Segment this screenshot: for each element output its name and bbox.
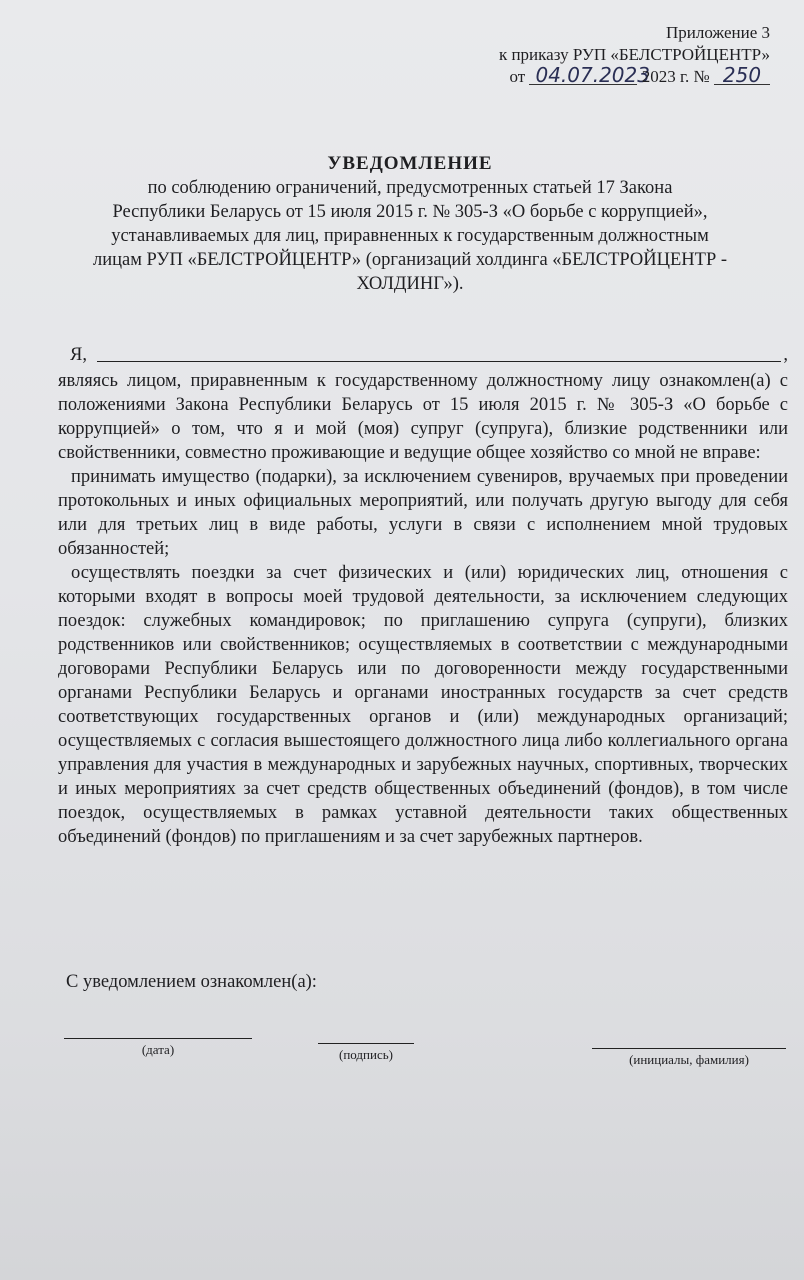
body-paragraph-1: являясь лицом, приравненным к государственному должностному лицу ознакомлен(а) с положениями Закона Республики Беларусь от 15 июля 2015 г. № 305-З «О борьбе с коррупцией» о том, что я и мой (моя) супруг (супруга), близкие родственники или свойственники, совместно проживающие и ведущие общее хозяйство со мной не вправе: xyxy=(58,371,788,463)
ya-label: Я, xyxy=(70,345,87,365)
document-title-block xyxy=(40,152,780,296)
date-signature-field[interactable] xyxy=(64,1038,252,1058)
appendix-number: Приложение 3 xyxy=(666,23,770,42)
appendix-year-suffix: 2023 г. № xyxy=(641,67,710,86)
appendix-date-prefix: от xyxy=(509,67,526,86)
title-line-3: устанавливаемых для лиц, приравненных к государственным должностным xyxy=(111,226,709,246)
appendix-date-line xyxy=(499,63,770,88)
signature-field[interactable] xyxy=(318,1043,414,1063)
title-line-5: ХОЛДИНГ»). xyxy=(356,274,464,294)
signature-caption: (подпись) xyxy=(339,1047,393,1062)
ya-comma: , xyxy=(783,345,788,365)
body-paragraph-2: принимать имущество (подарки), за исключением сувениров, вручаемых при проведении протокольных и иных официальных мероприятий, или получать другую выгоду для себя или для третьих лиц в виде работы, услуги в связи с исполнением мной трудовых обязанностей; xyxy=(58,467,788,559)
title-line-4: лицам РУП «БЕЛСТРОЙЦЕНТР» (организаций холдинга «БЕЛСТРОЙЦЕНТР - xyxy=(92,250,728,270)
name-signature-field[interactable] xyxy=(592,1048,786,1068)
body-paragraph-3: осуществлять поездки за счет физических и (или) юридических лиц, отношения с которыми входят в вопросы моей трудовой деятельности, за исключением следующих поездок: служебных командировок; по приглашению супруга (супруги), близких родственников или свойственников; осуществляемых в соответствии с международными договорами Республики Беларусь или по договоренности между государственными органами Республики Беларусь и органами иностранных государств за счет средств соответствующих государственных органов и (или) международных организаций; осуществляемых с согласия вышестоящего должностного лица либо коллегиального органа управления для участия в международных и зарубежных научных, спортивных, творческих и иных мероприятиях за счет средств общественных объединений (фондов), в том числе поездок, осуществляемых в рамках уставной деятельности таких общественных объединений (фондов) по приглашениям и за счет зарубежных партнеров. xyxy=(58,563,788,847)
name-blank-field[interactable] xyxy=(97,360,781,362)
handwritten-date: 04.07.2023 xyxy=(529,66,637,85)
date-caption: (дата) xyxy=(141,1042,175,1057)
name-entry-line xyxy=(58,343,788,367)
signature-blank-line xyxy=(318,1043,414,1044)
document-body xyxy=(58,343,788,849)
title-line-2: Республики Беларусь от 15 июля 2015 г. № 305-З «О борьбе с коррупцией», xyxy=(112,202,708,222)
appendix-order-ref: к приказу РУП «БЕЛСТРОЙЦЕНТР» xyxy=(498,45,770,64)
name-blank-line xyxy=(592,1048,786,1049)
handwritten-order-number: 250 xyxy=(714,66,770,85)
title-line-1: по соблюдению ограничений, предусмотренных статьей 17 Закона xyxy=(147,178,673,198)
appendix-header xyxy=(499,22,770,88)
acknowledgement-label: С уведомлением ознакомлен(а): xyxy=(66,972,317,992)
name-caption: (инициалы, фамилия) xyxy=(629,1052,749,1067)
document-title: УВЕДОМЛЕНИЕ xyxy=(327,153,493,174)
date-blank-line xyxy=(64,1038,252,1039)
